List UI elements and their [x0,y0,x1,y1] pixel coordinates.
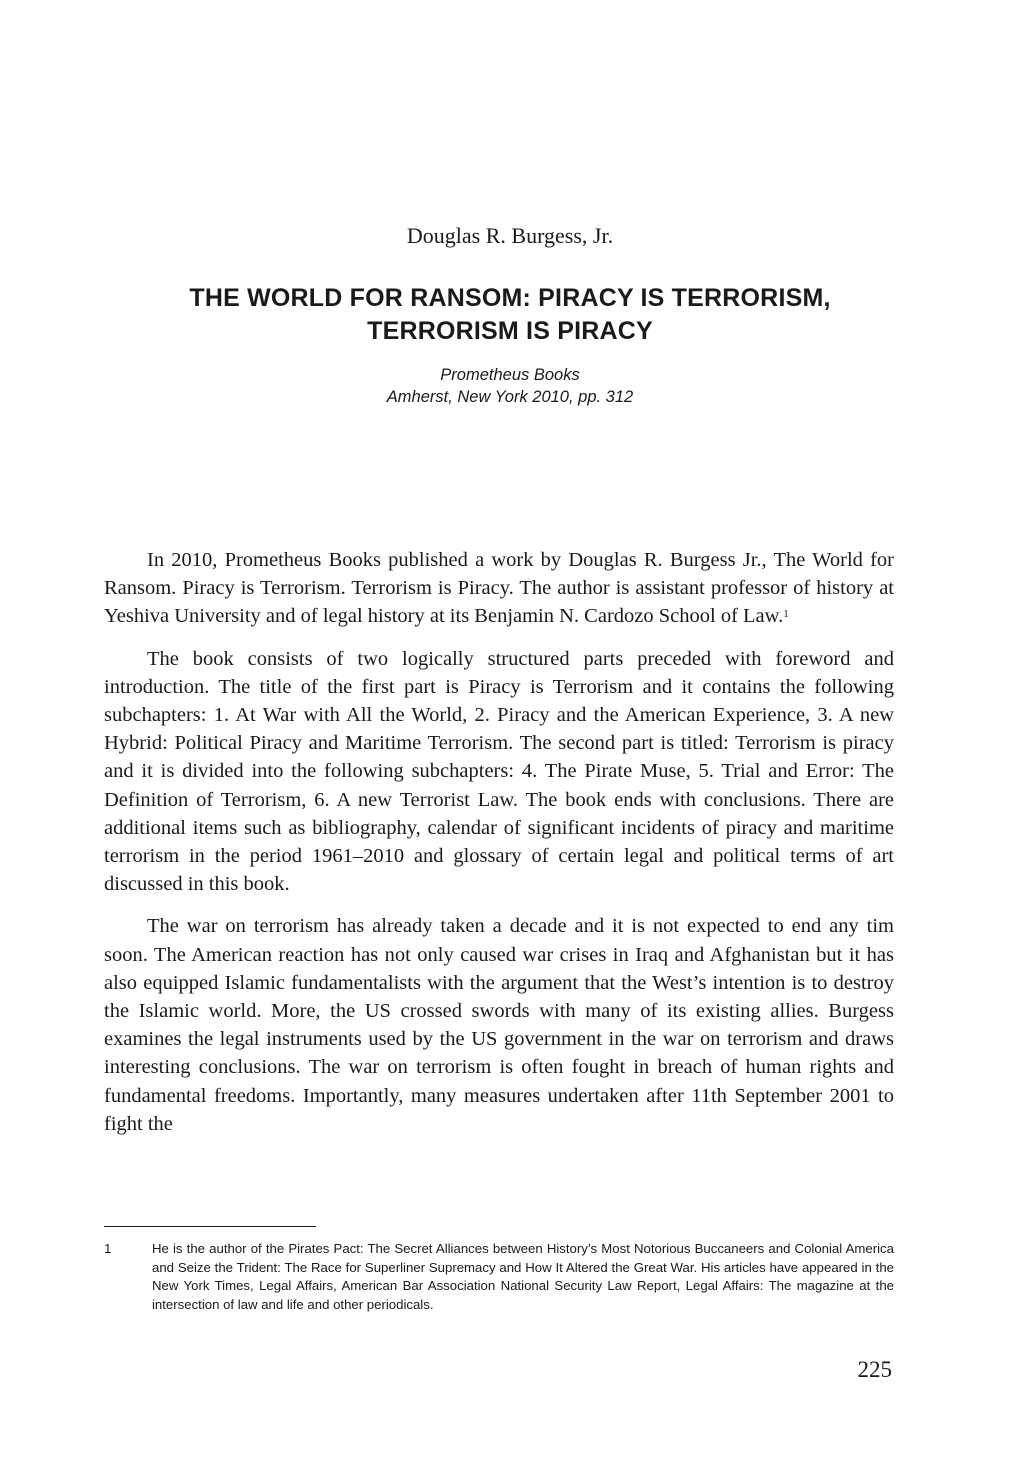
book-title-line-1: THE WORLD FOR RANSOM: PIRACY IS TERRORISM, [189,284,831,312]
publisher: Prometheus Books [440,366,580,384]
book-title [100,282,920,348]
author-name: Douglas R. Burgess, Jr. [406,223,614,248]
paragraph-2: The book consists of two logically structured parts preceded with foreword and introduction. The title of the first part is Piracy is Terrorism and it contains the following subchapters: 1. At War with All the World, 2. Piracy and the American Experience, 3. A new Hybrid: Political Piracy and Maritime Terrorism. The second part is titled: Terrorism is piracy and it is divided into the following subchapters: 4. The Pirate Muse, 5. Trial and Error: The Definition of Terrorism, 6. A new Terrorist Law. The book ends with conclusions. There are additional items such as bibliography, calendar of significant incidents of piracy and maritime terrorism in the period 1961–2010 and glossary of certain legal and political terms of art discussed in this book. [104,647,894,896]
footnote-divider [104,1226,316,1227]
paragraph-1-text: In 2010, Prometheus Books published a work by Douglas R. Burgess Jr., The World for Ransom. Piracy is Terrorism. Terrorism is Piracy. The author is assistant professor of history at Yeshiva University and of legal history at its Benjamin N. Cardozo School of Law. [104,549,894,628]
paragraph-3: The war on terrorism has already taken a decade and it is not expected to end any tim soon. The American reaction has not only caused war crises in Iraq and Afghanistan but it has also equipped Islamic fundamentalists with the argument that the West’s intention is to destroy the Islamic world. More, the US crossed swords with many of its existing allies. Burgess examines the legal instruments used by the US government in the war on terrorism and draws interesting conclusions. The war on terrorism is often fought in breach of human rights and fundamental freedoms. Importantly, many measures undertaken after 11th September 2001 to fight the [104,915,894,1135]
footnote-text: He is the author of the Pirates Pact: The Secret Alliances between History’s Most Notorious Buccaneers and Colonial America and Seize the Trident: The Race for Superliner Supremacy and How It Altered the Great War. His articles have appeared in the New York Times, Legal Affairs, American Bar Association National Security Law Report, Legal Affairs: The magazine at the intersection of law and life and other periodicals. [152,1241,894,1312]
publication-info [0,364,1020,408]
page-number: 225 [857,1357,892,1382]
footnote-number: 1 [104,1241,112,1256]
book-title-line-2: TERRORISM IS PIRACY [367,317,653,345]
footnote [104,1240,894,1314]
paragraph-1 [104,546,894,631]
footnote-reference[interactable]: 1 [783,608,789,621]
body-text [104,546,894,1138]
place-year-pages: Amherst, New York 2010, pp. 312 [386,388,634,406]
